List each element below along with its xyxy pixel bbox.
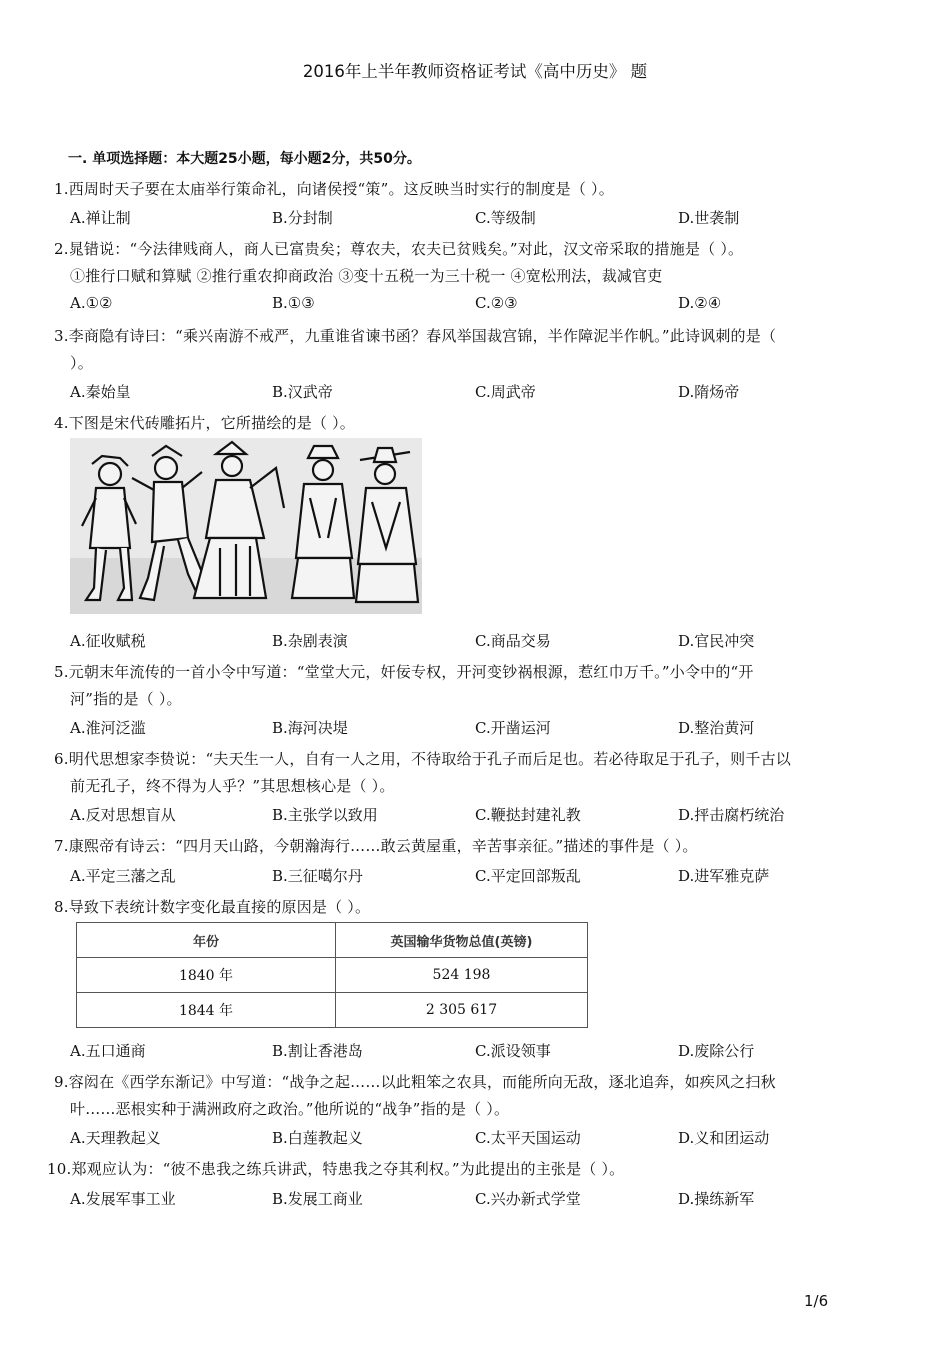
table-cell-year: 1844 年 — [77, 993, 336, 1028]
section-heading: 一. 单项选择题：本大题25小题，每小题2分，共50分。 — [68, 151, 421, 167]
question-6-option-a: A.反对思想盲从 — [70, 806, 176, 824]
question-1-option-a: A.禅让制 — [70, 209, 131, 227]
question-3-option-d: D.隋炀帝 — [678, 383, 740, 401]
question-6-option-d: D.抨击腐朽统治 — [678, 806, 785, 824]
question-2-option-c: C.②③ — [475, 294, 518, 312]
export-value-table — [76, 922, 588, 1028]
page-title: 2016年上半年教师资格证考试《高中历史》 题 — [302, 62, 648, 81]
question-9-option-c: C.太平天国运动 — [475, 1129, 581, 1147]
question-3-line-2: ）。 — [70, 354, 93, 372]
question-9-option-b: B.白莲教起义 — [272, 1129, 363, 1147]
question-7-option-b: B.三征噶尔丹 — [272, 867, 363, 885]
question-3-option-c: C.周武帝 — [475, 383, 536, 401]
table-header-value: 英国输华货物总值(英镑) — [336, 923, 588, 958]
question-8-option-a: A.五口通商 — [70, 1042, 146, 1060]
question-1-option-b: B.分封制 — [272, 209, 333, 227]
question-6-option-c: C.鞭挞封建礼教 — [475, 806, 581, 824]
question-10-option-a: A.发展军事工业 — [70, 1190, 176, 1208]
question-10-option-c: C.兴办新式学堂 — [475, 1190, 581, 1208]
question-4-option-c: C.商品交易 — [475, 632, 551, 650]
table-row — [77, 993, 588, 1028]
question-3-line-1: 3.李商隐有诗曰：“乘兴南游不戒严，九重谁省谏书函？春风举国裁宫锦，半作障泥半作帆。”此诗讽刺的是（ — [54, 327, 777, 345]
brick-carving-rubbing-image — [70, 438, 422, 614]
question-2-option-a: A.①② — [70, 294, 113, 312]
question-3-option-a: A.秦始皇 — [70, 383, 131, 401]
question-5-option-a: A.淮河泛滥 — [70, 719, 146, 737]
question-1-option-d: D.世袭制 — [678, 209, 740, 227]
question-2-option-b: B.①③ — [272, 294, 315, 312]
question-7-option-c: C.平定回部叛乱 — [475, 867, 581, 885]
question-1-option-c: C.等级制 — [475, 209, 536, 227]
page-number: 1/6 — [804, 1292, 829, 1310]
table-cell-value: 2 305 617 — [336, 993, 588, 1028]
question-9-line-2: 叶……恶根实种于满洲政府之政治。”他所说的“战争”指的是（ ）。 — [70, 1100, 510, 1118]
table-header-row — [77, 923, 588, 958]
question-5-line-2: 河”指的是（ ）。 — [70, 690, 182, 708]
question-8-option-c: C.派设领事 — [475, 1042, 551, 1060]
question-7-option-d: D.进军雅克萨 — [678, 867, 770, 885]
question-10-line-1: 10.郑观应认为：“彼不患我之练兵讲武，特患我之夺其利权。”为此提出的主张是（ ）。 — [47, 1160, 625, 1178]
question-7-line-1: 7.康熙帝有诗云：“四月天山路，今朝瀚海行……敢云黄屋重，辛苦事亲征。”描述的事件是（ ）。 — [54, 837, 698, 855]
question-6-option-b: B.主张学以致用 — [272, 806, 378, 824]
question-10-option-d: D.操练新军 — [678, 1190, 755, 1208]
question-6-line-2: 前无孔子，终不得为人乎？”其思想核心是（ ）。 — [70, 777, 395, 795]
question-1-line-1: 1.西周时天子要在太庙举行策命礼，向诸侯授“策”。这反映当时实行的制度是（ ）。 — [54, 180, 614, 198]
question-4-option-a: A.征收赋税 — [70, 632, 146, 650]
question-5-line-1: 5.元朝末年流传的一首小令中写道：“堂堂大元，奸佞专权，开河变钞祸根源，惹红巾万千。”小令中的“开 — [54, 663, 754, 681]
question-5-option-c: C.开凿运河 — [475, 719, 551, 737]
table-row — [77, 958, 588, 993]
question-10-option-b: B.发展工商业 — [272, 1190, 363, 1208]
question-4-option-b: B.杂剧表演 — [272, 632, 348, 650]
question-3-option-b: B.汉武帝 — [272, 383, 333, 401]
table-cell-value: 524 198 — [336, 958, 588, 993]
question-4-option-d: D.官民冲突 — [678, 632, 755, 650]
question-7-option-a: A.平定三藩之乱 — [70, 867, 176, 885]
table-cell-year: 1840 年 — [77, 958, 336, 993]
question-2-line-2: ①推行口赋和算赋 ②推行重农抑商政治 ③变十五税一为三十税一 ④宽松刑法，裁减官吏 — [70, 267, 663, 285]
question-9-line-1: 9.容闳在《西学东渐记》中写道：“战争之起……以此粗笨之农具，而能所向无敌，逐北追奔，如疾风之扫秋 — [54, 1073, 776, 1091]
question-8-option-d: D.废除公行 — [678, 1042, 755, 1060]
question-2-option-d: D.②④ — [678, 294, 722, 312]
question-5-option-b: B.海河决堤 — [272, 719, 348, 737]
question-8-line-1: 8.导致下表统计数字变化最直接的原因是（ ）。 — [54, 898, 371, 916]
question-4-line-1: 4.下图是宋代砖雕拓片，它所描绘的是（ ）。 — [54, 414, 355, 432]
question-9-option-d: D.义和团运动 — [678, 1129, 770, 1147]
question-6-line-1: 6.明代思想家李贽说：“夫天生一人，自有一人之用，不待取给于孔子而后足也。若必待取足于孔子，则千古以 — [54, 750, 791, 768]
question-9-option-a: A.天理教起义 — [70, 1129, 161, 1147]
question-5-option-d: D.整治黄河 — [678, 719, 755, 737]
question-8-option-b: B.割让香港岛 — [272, 1042, 363, 1060]
table-header-year: 年份 — [77, 923, 336, 958]
question-2-line-1: 2.晁错说：“今法律贱商人，商人已富贵矣；尊农夫，农夫已贫贱矣。”对此，汉文帝采取的措施是（ ）。 — [54, 240, 744, 258]
